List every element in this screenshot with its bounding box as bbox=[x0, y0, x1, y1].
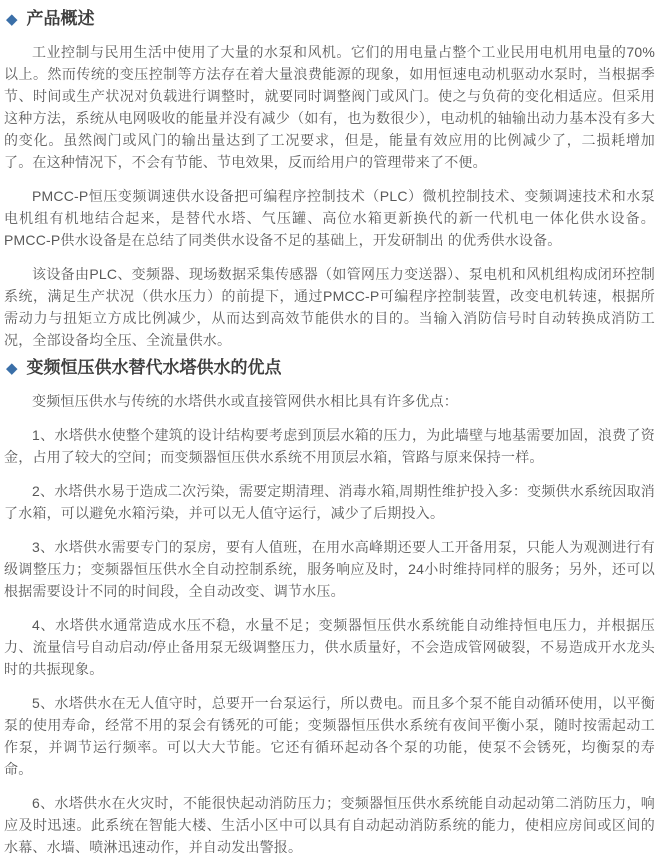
advantage-item-4: 4、水塔供水通常造成水压不稳，水量不足；变频器恒压供水系统能自动维持恒电压力，并根据压力、流量信号自动启动/停止备用泵无级调整压力，供水质量好，不会造成管网破裂，不易造成开水龙头时的共振现象。 bbox=[4, 617, 655, 677]
paragraph-intro: 变频恒压供水与传统的水塔供水或直接管网供水相比具有许多优点： bbox=[32, 393, 458, 409]
section-heading bbox=[6, 357, 655, 379]
paragraph: PMCC-P恒压变频调速供水设备把可编程序控制技术（PLC）微机控制技术、变频调速技术和水泵电机组有机地结合起来，是替代水塔、气压罐、高位水箱更新换代的新一代机电一体化供水设备。PMCC-P供水设备是在总结了同类供水设备不足的基础上，开发研制出 的优秀供水设备。 bbox=[4, 188, 655, 248]
section-advantages bbox=[4, 357, 655, 858]
paragraph: 该设备由PLC、变频器、现场数据采集传感器（如管网压力变送器）、泵电机和风机组构成闭环控制系统，满足生产状况（供水压力）的前提下，通过PMCC-P可编程序控制装置，改变电机转速，根据所需动力与扭矩立方成比例减少，从而达到高效节能供水的目的。当输入消防信号时自动转换成消防工况，全部设备均全压、全流量供水。 bbox=[4, 266, 655, 348]
section-heading-text: 产品概述 bbox=[26, 9, 95, 28]
paragraph: 工业控制与民用生活中使用了大量的水泵和风机。它们的用电量占整个工业民用电机用电量的70%以上。然而传统的变压控制等方法存在着大量浪费能源的现象，如用恒速电动机驱动水泵时，当根据季节、时间或生产状况对负载进行调整时，就要同时调整阀门或风门。使之与负荷的变化相适应。但采用这种方法，系统从电网吸收的能量并没有减少（如有，也为数很少），电动机的轴输出动力基本没有多大的变化。虽然阀门或风门的输出量达到了工况要求，但是，能量有效应用的比例减少了，二损耗增加了。在这种情况下，不会有节能、节电效果，反而给用户的管理带来了不便。 bbox=[4, 44, 655, 170]
diamond-icon: ◆ bbox=[6, 10, 18, 28]
advantage-item-1: 1、水塔供水使整个建筑的设计结构要考虑到顶层水箱的压力，为此墙壁与地基需要加固，浪费了资金，占用了较大的空间；而变频器恒压供水系统不用顶层水箱，管路与原来保持一样。 bbox=[4, 427, 655, 465]
diamond-icon: ◆ bbox=[6, 359, 18, 377]
advantage-item-2: 2、水塔供水易于造成二次污染，需要定期清理、消毒水箱,周期性维护投入多：变频供水系统因取消了水箱，可以避免水箱污染，并可以无人值守运行，减少了后期投入。 bbox=[4, 483, 655, 521]
advantage-item-6: 6、水塔供水在火灾时，不能很快起动消防压力；变频器恒压供水系统能自动起动第二消防压力，响应及时迅速。此系统在智能大楼、生活小区中可以具有自动起动消防系统的能力，使相应房间或区间的水幕、水墙、喷淋迅速动作，并自动发出警报。 bbox=[4, 795, 655, 855]
advantage-item-5: 5、水塔供水在无人值守时，总要开一台泵运行，所以费电。而且多个泵不能自动循环使用，以平衡泵的使用寿命，经常不用的泵会有锈死的可能；变频器恒压供水系统有夜间平衡小泵，随时按需起动工作泵，并调节运行频率。可以大大节能。它还有循环起动各个泵的功能，使泵不会锈死，均衡泵的寿命。 bbox=[4, 695, 655, 777]
section-product-overview bbox=[4, 8, 655, 351]
section-heading-text: 变频恒压供水替代水塔供水的优点 bbox=[26, 358, 282, 377]
advantage-item-3: 3、水塔供水需要专门的泵房，要有人值班，在用水高峰期还要人工开备用泵，只能人为观测进行有级调整压力；变频器恒压供水全自动控制系统，服务响应及时，24小时维持同样的服务；另外，还可以根据需要设计不同的时间段，全自动改变、调节水压。 bbox=[4, 539, 655, 599]
section-heading bbox=[6, 8, 655, 30]
